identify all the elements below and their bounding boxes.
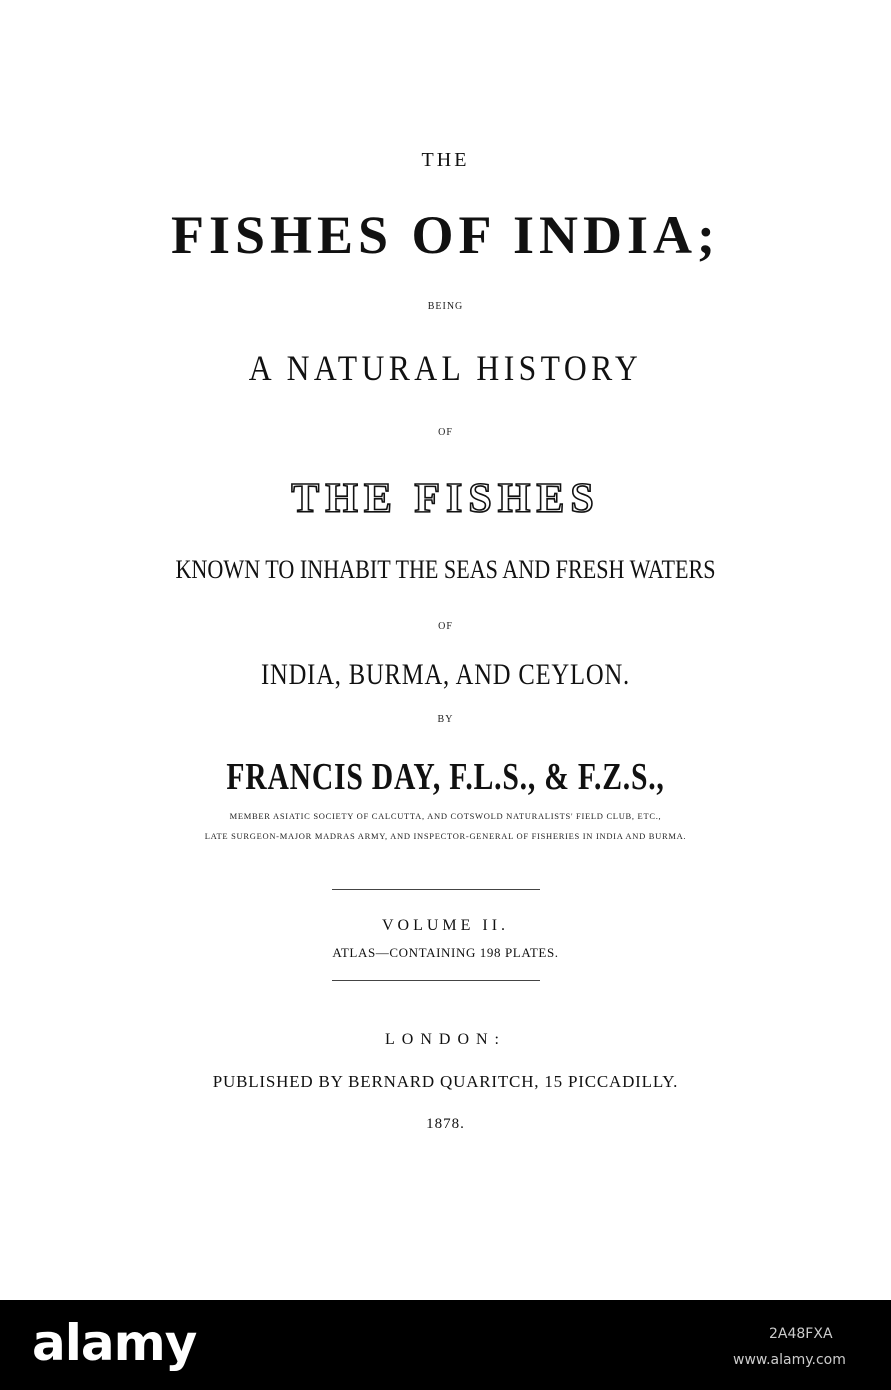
year: 1878. — [426, 1116, 465, 1132]
line-of-1: OF — [438, 427, 453, 438]
watermark-footer — [0, 1300, 891, 1390]
image-id: 2A48FXA — [769, 1326, 833, 1342]
city: LONDON: — [385, 1031, 506, 1048]
publisher: PUBLISHED BY BERNARD QUARITCH, 15 PICCADILLY. — [212, 1072, 679, 1091]
divider-bottom — [332, 980, 540, 981]
site-url: www.alamy.com — [733, 1352, 846, 1368]
brand-logo: alamy — [32, 1314, 197, 1372]
line-the: THE — [421, 149, 470, 171]
main-title: FISHES OF INDIA; — [170, 205, 721, 265]
the-fishes: THE FISHES — [291, 476, 600, 522]
line-by: BY — [437, 714, 454, 725]
line-being: BEING — [427, 301, 464, 312]
credentials-line-2: LATE SURGEON-MAJOR MADRAS ARMY, AND INSPECTOR-GENERAL OF FISHERIES IN INDIA AND BURMA. — [204, 831, 687, 841]
description: KNOWN TO INHABIT THE SEAS AND FRESH WATERS — [175, 555, 716, 584]
volume: VOLUME II. — [381, 917, 510, 934]
divider-top — [332, 889, 540, 890]
author: FRANCIS DAY, F.L.S., & F.Z.S., — [226, 756, 665, 798]
subtitle: A NATURAL HISTORY — [248, 348, 643, 388]
places: INDIA, BURMA, AND CEYLON. — [261, 658, 630, 691]
atlas: ATLAS—CONTAINING 198 PLATES. — [332, 945, 559, 960]
credentials-line-1: MEMBER ASIATIC SOCIETY OF CALCUTTA, AND COTSWOLD NATURALISTS' FIELD CLUB, ETC., — [229, 811, 662, 821]
line-of-2: OF — [438, 621, 453, 632]
